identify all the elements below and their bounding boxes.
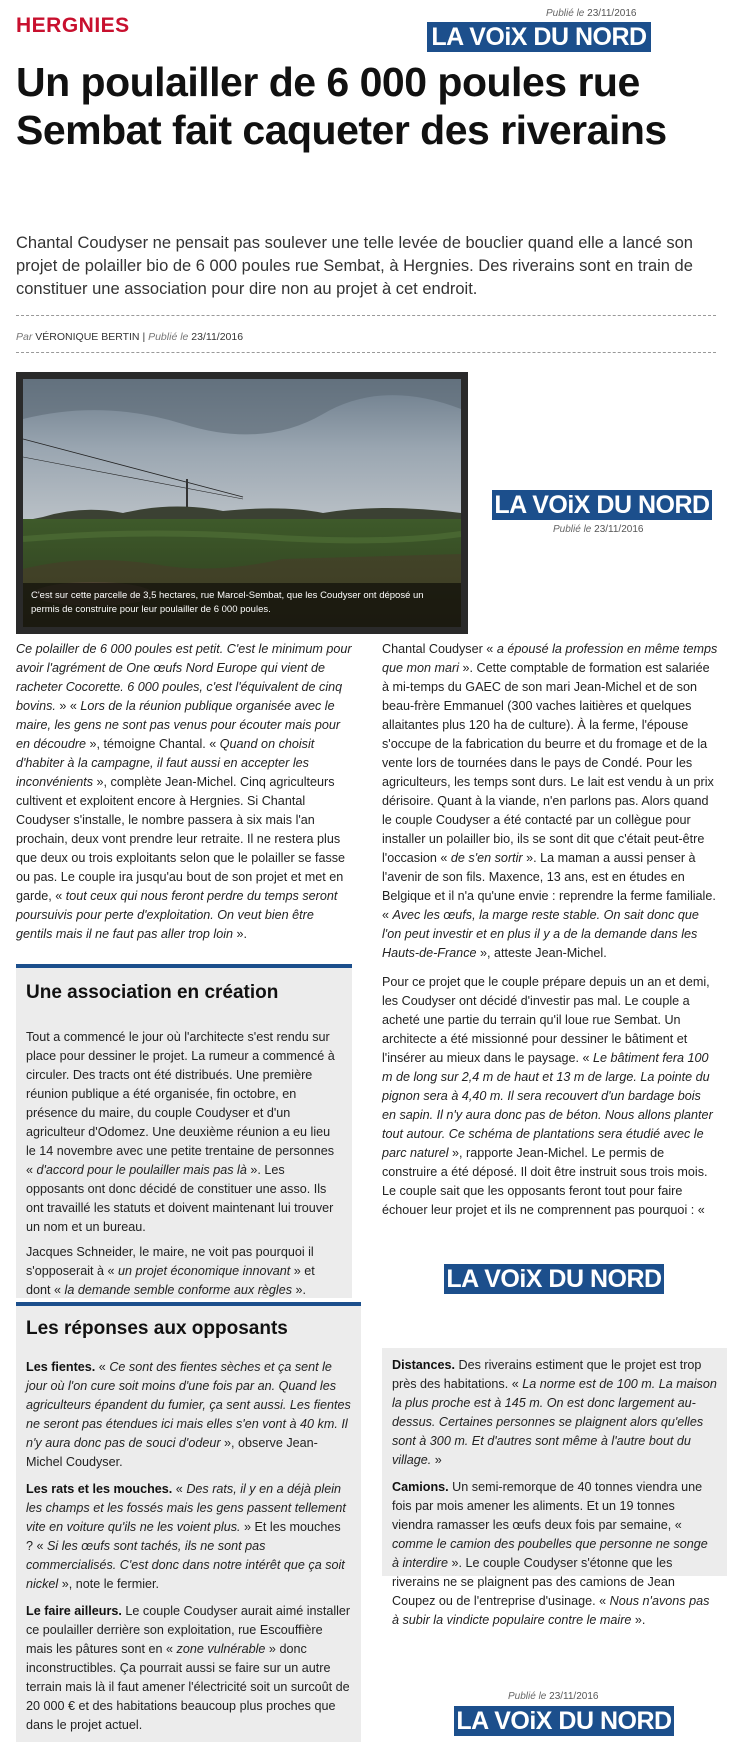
text: ». La maman a aussi penser à l'avenir de son fils. Maxence, 13 ans, est en études en Belgique et il n'a qu'une envie : reprendre la ferme familiale. « bbox=[382, 851, 716, 922]
divider bbox=[16, 315, 716, 316]
paragraph bbox=[26, 1028, 342, 1237]
text: Des riverains estiment que le projet est trop près des habitations. « bbox=[392, 1358, 702, 1391]
quote: zone vulnérable bbox=[176, 1642, 266, 1656]
newspaper-logo-low[interactable]: LA VOiX DU NORD bbox=[444, 1264, 664, 1294]
published-date: 23/11/2016 bbox=[594, 524, 644, 535]
quote: tout ceux qui nous feront perdre du temps seront poursuivis pour perte d'exploitation. On veut bien être gentils mais il ne faut pas aller trop loin bbox=[16, 889, 338, 941]
quote: a épousé la profession en même temps que mon mari bbox=[382, 642, 718, 675]
paragraph bbox=[382, 640, 718, 963]
text: Pour ce projet que le couple prépare depuis un an et demi, les Coudyser ont décidé d'investir pas mal. Le couple a acheté une partie du terrain qu'il loue rue Sembat. Un architecte a été missionné pour dessiner le bâtiment et l'insérer au mieux dans le paysage. « bbox=[382, 975, 710, 1065]
article-lead: Chantal Coudyser ne pensait pas soulever une telle levée de bouclier quand elle a lancé son projet de polailler bio de 6 000 poules rue Sembat, à Hergnies. Des riverains sont en train de constituer une association pour dire non au projet à cet endroit. bbox=[16, 234, 693, 298]
photo-caption: C'est sur cette parcelle de 3,5 hectares, rue Marcel-Sembat, que les Coudyser ont déposé un permis de construire pour leur poulailler de 6 000 poules. bbox=[23, 583, 461, 627]
subhead: Camions. bbox=[392, 1480, 449, 1494]
text: » donc inconstructibles. Ça pourrait aussi se faire sur un autre terrain mais là il faut amener l'électricité soit un surcoût de 20 000 € et des habitations beaucoup plus proches que dans le projet actuel. bbox=[26, 1642, 350, 1732]
quote: La norme est de 100 m. La maison la plus proche est à 145 m. On est donc largement au-dessus. Certaines personnes se plaignent alors qu'elles sont à 300 m. Et d'autres sont même à l'autre bout du village. bbox=[392, 1377, 717, 1467]
text: » et dont « bbox=[26, 1264, 315, 1297]
text: « bbox=[172, 1482, 187, 1496]
text: », témoigne Chantal. « bbox=[86, 737, 220, 751]
subhead: Distances. bbox=[392, 1358, 455, 1372]
subhead: Les fientes. bbox=[26, 1360, 96, 1374]
text: Un semi-remorque de 40 tonnes viendra une fois par mois amener les aliments. Et un 19 tonnes viendra ramasser les œufs deux fois par semaine, « bbox=[392, 1480, 703, 1532]
sidebar-box-reponses bbox=[16, 1302, 361, 1742]
sidebar-box-reponses-continued bbox=[382, 1348, 727, 1627]
published-tag-top bbox=[546, 8, 636, 19]
text: », note le fermier. bbox=[58, 1577, 160, 1591]
text: « bbox=[95, 1360, 110, 1374]
article-body-left bbox=[16, 640, 352, 950]
quote: Ce sont des fientes sèches et ça sent le jour où l'on cure soit moins d'une fois par an. Quand les agriculteurs épandent du fumier, ça sent aussi. Les fientes ne seront pas étendues ici mais elles s'en vont à 40 km. Il n'y aura donc pas de souci d'odeur bbox=[26, 1360, 351, 1450]
text: ». bbox=[233, 927, 248, 941]
text: » « bbox=[55, 699, 81, 713]
quote: Le bâtiment fera 100 m de long sur 2,4 m de haut et 13 m de large. La pointe du pignon sera à 4,40 m. Il sera recouvert d'un bardage bois en sapin. Il n'y aura donc pas de béton. Nous allons planter tout autour. Ce schéma de plantations sera étudié avec le parc naturel bbox=[382, 1051, 713, 1160]
subhead: Les rats et les mouches. bbox=[26, 1482, 173, 1496]
quote: Ce polailler de 6 000 poules est petit. C'est le minimum pour avoir l'agrément de One œufs Nord Europe qui vient de racheter Cocorette. 6 000 poules, c'est l'équivalent de cinq bovins. bbox=[16, 642, 352, 713]
text: », observe Jean-Michel Coudyser. bbox=[26, 1436, 318, 1469]
text: », atteste Jean-Michel. bbox=[476, 946, 607, 960]
text: Jacques Schneider, le maire, ne voit pas pourquoi il s'opposerait à « bbox=[26, 1245, 314, 1278]
paragraph bbox=[16, 640, 352, 944]
author-name[interactable]: VÉRONIQUE BERTIN bbox=[35, 331, 140, 343]
quote: Lors de la réunion publique organisée avec le maire, les gens ne sont pas venus pour écouter mais pour en découdre bbox=[16, 699, 341, 751]
text: Tout a commencé le jour où l'architecte s'est rendu sur place pour dessiner le projet. La rumeur a commencé à circuler. Des tracts ont été distribués. Une première réunion publique a été organisée, fin octobre, en présence du maire, du couple Coudyser et d'un agriculteur d'Odomez. Une deuxième réunion a eu lieu le 14 novembre avec une petite trentaine de personnes « bbox=[26, 1030, 335, 1177]
rubrique-label: HERGNIES bbox=[16, 14, 130, 37]
box-text bbox=[392, 1356, 717, 1630]
text: », complète Jean-Michel. Cinq agriculteurs cultivent et exploitent encore à Hergnies. Si Chantal Coudyser s'installe, le nombre passera à six mais l'an prochain, deux vont prendre leur retraite. Il ne restera plus que deux ou trois exploitants selon que le polailler se fasse ou pas. Le couple ira jusqu'au bout de son projet et met en garde, « bbox=[16, 775, 346, 903]
text: ». bbox=[292, 1283, 307, 1297]
newspaper-logo-bottom[interactable]: LA VOiX DU NORD bbox=[454, 1706, 674, 1736]
byline-separator: | bbox=[142, 331, 146, 343]
subhead: Le faire ailleurs. bbox=[26, 1604, 122, 1618]
box-text bbox=[26, 1358, 351, 1735]
paragraph-camions bbox=[392, 1478, 717, 1630]
published-label: Publié le bbox=[553, 524, 592, 535]
quote: Avec les œufs, la marge reste stable. On sait donc que l'on peut investir et en plus il y a de la demande dans les Hauts-de-France bbox=[382, 908, 699, 960]
quote: la demande semble conforme aux règles bbox=[64, 1283, 293, 1297]
paragraph-fientes bbox=[26, 1358, 351, 1472]
published-label: Publié le bbox=[546, 8, 585, 19]
newspaper-logo-top[interactable]: LA VOiX DU NORD bbox=[427, 22, 651, 52]
text: Chantal Coudyser « bbox=[382, 642, 497, 656]
sidebar-box-association bbox=[16, 964, 352, 1298]
quote: Quand on choisit d'habiter à la campagne, il faut aussi en accepter les inconvénients bbox=[16, 737, 315, 789]
text: », rapporte Jean-Michel. Le permis de construire a été déposé. Il doit être instruit sous trois mois. Le couple sait que les opposants feront tout pour faire échouer leur projet et ils ne comprennent pas pourquoi : « bbox=[382, 1146, 708, 1217]
byline-published-label: Publié le bbox=[148, 331, 189, 343]
divider bbox=[16, 352, 716, 353]
quote: Si les œufs sont tachés, ils ne sont pas commercialisés. C'est donc dans notre intérêt que ça soit nickel bbox=[26, 1539, 345, 1591]
text: » bbox=[431, 1453, 442, 1467]
paragraph-ailleurs bbox=[26, 1602, 351, 1735]
published-date: 23/11/2016 bbox=[587, 8, 637, 19]
article-title: Un poulailler de 6 000 poules rue Sembat fait caqueter des riverains bbox=[16, 59, 667, 153]
box-title: Une association en création bbox=[26, 982, 279, 1003]
text: ». Le couple Coudyser s'étonne que les riverains ne se plaignent pas des camions de Jean Coupez ou de l'entreprise d'usinage. « bbox=[392, 1556, 675, 1608]
quote: d'accord pour le poulailler mais pas là bbox=[36, 1163, 247, 1177]
text: ». bbox=[631, 1613, 646, 1627]
box-text bbox=[26, 1028, 342, 1300]
paragraph-distances bbox=[392, 1356, 717, 1470]
paragraph-rats bbox=[26, 1480, 351, 1594]
published-tag-bottom bbox=[508, 1691, 598, 1702]
text: ». Cette comptable de formation est salariée à mi-temps du GAEC de son mari Jean-Michel et de son beau-frère Emmanuel (300 vaches laitières et quelques allaitantes plus 120 ha de culture). À la ferme, l'épouse s'occupe de la fabrication du beurre et du fromage et de la vente lors de tournées dans le pays de Condé. Pour les agriculteurs, les temps sont durs. Le lait est vendu à un prix dérisoire. Quant à la viande, n'en parlons pas. Alors quand le couple Coudyser a été contacté par un collègue pour installer un polailler bio, ils se sont dit que c'était peut-être l'occasion « bbox=[382, 661, 714, 865]
byline bbox=[16, 331, 243, 343]
published-label: Publié le bbox=[508, 1691, 547, 1702]
text: ». Les opposants ont donc décidé de constituer une asso. Ils ont travaillé les statuts et doivent maintenant lui trouver un nom et un bureau. bbox=[26, 1163, 334, 1234]
text: » Et les mouches ? « bbox=[26, 1520, 341, 1553]
paragraph bbox=[382, 973, 718, 1220]
newspaper-logo-mid[interactable]: LA VOiX DU NORD bbox=[492, 490, 712, 520]
quote: Des rats, il y en a déjà plein les champs et les fossés mais les gens passent tellement vite en voiture qu'ils ne les voient plus. bbox=[26, 1482, 346, 1534]
quote: de s'en sortir bbox=[450, 851, 523, 865]
text: Le couple Coudyser aurait aimé installer ce poulailler derrière son exploitation, rue Escouffière mais les pâtures sont en « bbox=[26, 1604, 351, 1656]
box-title: Les réponses aux opposants bbox=[26, 1318, 288, 1339]
byline-date: 23/11/2016 bbox=[191, 331, 244, 343]
published-tag-mid bbox=[553, 524, 643, 535]
quote: comme le camion des poubelles que personne ne songe à interdire bbox=[392, 1537, 708, 1570]
published-date: 23/11/2016 bbox=[549, 1691, 599, 1702]
paragraph bbox=[26, 1243, 342, 1300]
quote: Nous n'avons pas à subir la vindicte populaire contre le maire bbox=[392, 1594, 710, 1627]
byline-prefix: Par bbox=[16, 331, 33, 343]
quote: un projet économique innovant bbox=[118, 1264, 291, 1278]
article-body-right bbox=[382, 640, 718, 1226]
